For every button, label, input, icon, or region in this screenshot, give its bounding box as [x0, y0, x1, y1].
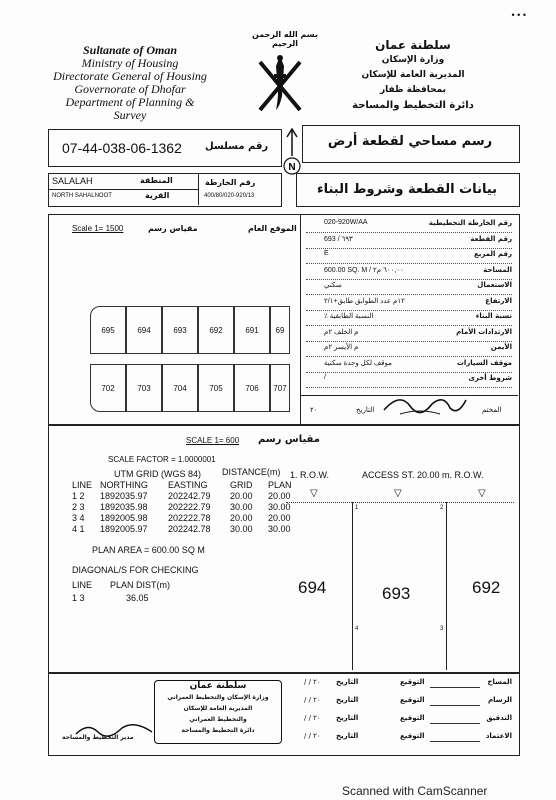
plot-706: 706	[234, 364, 270, 412]
general-location-label: الموقع العام	[248, 224, 297, 233]
region-en: SALALAH	[52, 176, 93, 186]
plot-695: 695	[90, 306, 126, 354]
signoff-date-label: التاريخ	[336, 732, 359, 740]
director-label: مدير التخطيط والمساحة	[62, 734, 134, 741]
detail-label: موقف السيارات	[456, 358, 512, 367]
detail-label: رقم القطعة	[470, 234, 512, 243]
frame-vdivider	[300, 214, 301, 424]
header-english	[50, 44, 210, 122]
detail-value: ٪ النسبة الطابقية	[324, 313, 374, 320]
road-edge	[286, 502, 514, 503]
detail-value: م الخلف ٢م	[324, 328, 359, 336]
survey-title: رسم مساحي لقطعة أرض	[327, 134, 493, 149]
serial-number: 07-44-038-06-1362	[62, 140, 182, 156]
access-arrow-2: ▽	[394, 488, 402, 499]
date-label: التاريخ	[356, 406, 375, 414]
plot-707: 707	[270, 364, 290, 412]
col-northing: NORTHING	[100, 480, 148, 490]
plot-702: 702	[90, 364, 126, 412]
location-divider	[48, 189, 198, 190]
detail-row	[306, 311, 512, 326]
signoff-row	[300, 730, 512, 746]
site-plan	[84, 300, 296, 418]
col-line: LINE	[72, 480, 93, 490]
signoff-date-label: التاريخ	[336, 678, 359, 686]
detail-row	[306, 249, 512, 264]
director-signature-icon	[74, 718, 154, 740]
signoff-date: ٢٠ / /	[304, 732, 321, 740]
detail-label: شروط أخرى	[468, 374, 512, 382]
signoff-date-label: التاريخ	[336, 714, 359, 722]
col-easting: EASTING	[168, 480, 208, 490]
detail-value: /	[324, 374, 326, 381]
detail-label: الارتفاع	[485, 296, 512, 305]
village-ar: القرية	[145, 191, 170, 200]
plot-690: 69	[270, 306, 290, 354]
detail-value: موقف لكل وحدة سكنية	[324, 359, 392, 367]
signoff-role: التدقيق	[486, 714, 512, 722]
detail-row	[306, 296, 512, 311]
map-label: رقم الخارطة	[205, 178, 256, 187]
detail-value: 693 / ٦٩٣	[324, 235, 353, 243]
access-street-label: ACCESS ST. 20.00 m. R.O.W.	[362, 470, 484, 480]
plan-plot-694: 694	[298, 578, 327, 597]
corner-mark-3: 3	[440, 626, 444, 632]
signoff-role: الرسام	[487, 696, 512, 704]
detail-value: سكني	[324, 282, 342, 289]
stamp-line-3: المديرية العامة للإسكان	[183, 705, 253, 712]
signoff-date: ٢٠ / /	[304, 714, 321, 722]
signoff-line	[430, 687, 480, 688]
signoff-date: ٢٠ / /	[304, 678, 321, 686]
signoff-row	[300, 712, 512, 728]
corner-mark-1: 1	[355, 505, 359, 511]
location-vdivider	[198, 173, 199, 205]
table-row: 3 4 1892005.98 202222.78 20.00 20.00	[72, 513, 291, 523]
table-row: 2 3 1892035.98 202222.79 30.00 30.00	[72, 502, 291, 512]
header-en-line-1: Sultanate of Oman	[82, 43, 178, 57]
plot-line-2	[446, 502, 447, 670]
detail-row	[306, 358, 512, 373]
emblem-calligraphy: بسم الله الرحمن الرحيم	[252, 30, 318, 48]
plot-692: 692	[198, 306, 234, 354]
detail-value: م الأيسر ٢م	[324, 344, 359, 351]
signoff-row	[300, 676, 512, 692]
signoff-sign-label: التوقيع	[400, 678, 425, 686]
data-title: بيانات القطعة وشروط البناء	[316, 182, 498, 197]
diag-col-line: LINE	[72, 580, 93, 590]
signature-icon	[380, 390, 470, 420]
table-row: 4 1 1892005.97 202242.78 30.00 30.00	[72, 524, 291, 534]
header-en-line-2: Ministry of Housing	[81, 56, 179, 70]
header-ar-line-2: وزارة الإسكان	[381, 55, 445, 65]
access-arrow-3: ▽	[478, 488, 486, 499]
corner-mark-4: 4	[355, 626, 359, 632]
plot-691: 691	[234, 306, 270, 354]
diag-dist: 36.05	[126, 593, 149, 603]
date-value: ٢٠	[310, 406, 318, 414]
plot-693: 693	[162, 306, 198, 354]
detail-label: رقم الخارطة التخطيطية	[428, 219, 512, 227]
corner-mark-2: 2	[440, 505, 444, 511]
header-ar-line-1: سلطنة عمان	[375, 38, 451, 52]
row-left-label: 1. R.O.W.	[290, 470, 330, 480]
camscanner-watermark: Scanned with CamScanner	[342, 784, 488, 798]
header-arabic	[318, 38, 508, 113]
scale-mid-ar: مقياس رسم	[258, 434, 320, 445]
stamp-line-5: دائرة التخطيط والمساحة	[181, 727, 255, 734]
detail-value: E	[324, 250, 329, 257]
header-en-line-5: Department of Planning & Survey	[65, 95, 195, 122]
plot-703: 703	[126, 364, 162, 412]
detail-label: الارتدادات الأمام	[456, 327, 512, 336]
table-row: 1 2 1892035.97 202242.79 20.00 20.00	[72, 491, 291, 501]
plot-line-1	[352, 502, 353, 670]
plot-704: 704	[162, 364, 198, 412]
oman-emblem-icon	[252, 52, 308, 118]
scale-top-en: Scale 1= 1500	[72, 224, 124, 233]
signoff-role: المساح	[487, 678, 512, 686]
detail-label: الاستعمال	[477, 281, 512, 289]
access-arrow-1: ▽	[310, 488, 318, 499]
col-plan: PLAN	[268, 480, 292, 490]
signoff-date: ٢٠ / /	[304, 696, 321, 704]
plan-area: PLAN AREA = 600.00 SQ M	[92, 545, 205, 555]
plot-705: 705	[198, 364, 234, 412]
diag-line: 1 3	[72, 593, 85, 603]
signoff-sign-label: التوقيع	[400, 714, 425, 722]
stamp-line-1: سلطنة عمان	[189, 681, 247, 691]
diagonal-label: DIAGONAL/S FOR CHECKING	[72, 565, 199, 575]
plan-plot-693: 693	[382, 584, 411, 603]
scale-top-ar: مقياس رسم	[148, 224, 198, 233]
detail-label: رقم المربع	[473, 250, 512, 258]
detail-row	[306, 218, 512, 233]
detail-row	[306, 327, 512, 342]
signoff-line	[430, 723, 480, 724]
corner-mark: • • •	[511, 10, 526, 20]
header-en-line-4: Governorate of Dhofar	[74, 82, 186, 96]
header-ar-line-5: دائرة التخطيط والمساحة	[352, 100, 474, 111]
stamp-line-2: وزارة الإسكان والتخطيط العمراني	[167, 694, 269, 701]
diag-col-dist: PLAN DIST(m)	[110, 580, 171, 590]
signoff-role: الاعتماد	[485, 732, 512, 740]
detail-label: نسبة البناء	[475, 312, 512, 320]
scale-factor: SCALE FACTOR = 1.0000001	[108, 455, 216, 464]
utm-grid: UTM GRID (WGS 84)	[114, 469, 201, 479]
north-label: N	[288, 162, 296, 173]
signoff-line	[430, 741, 480, 742]
distance-head: DISTANCE(m)	[222, 467, 281, 477]
detail-row	[306, 342, 512, 357]
header-en-line-3: Directorate General of Housing	[53, 69, 207, 83]
plot-694: 694	[126, 306, 162, 354]
region-ar: المنطقة	[140, 176, 173, 185]
coordinates-table	[72, 480, 296, 535]
scale-mid-en: SCALE 1= 600	[186, 436, 240, 445]
detail-label: الأيمن	[490, 343, 512, 351]
stamp-label: المختم	[482, 406, 502, 414]
col-grid: GRID	[230, 480, 253, 490]
detail-row	[306, 373, 512, 388]
detail-label: المساحة	[483, 265, 512, 274]
signoff-row	[300, 694, 512, 710]
detail-value: 600.00 SQ. M / ٦٠٠,٠٠ م٢	[324, 266, 404, 274]
detail-value: ١٢م عدد الطوابق طابق+٢/١	[324, 297, 405, 305]
official-stamp	[154, 680, 282, 744]
north-arrow-icon	[283, 128, 301, 176]
signoff-sign-label: التوقيع	[400, 732, 425, 740]
village-en: NORTH SAHALNOOT	[52, 193, 112, 199]
header-ar-line-3: المديرية العامة للإسكان	[361, 70, 465, 80]
map-number: 400/80/020-920/13	[204, 193, 255, 199]
detail-row	[306, 280, 512, 295]
signoff-date-label: التاريخ	[336, 696, 359, 704]
detail-row	[306, 234, 512, 249]
stamp-line-4: والتخطيط العمراني	[189, 716, 247, 723]
detail-value: 020-920W/AA	[324, 219, 368, 226]
signoff-line	[430, 705, 480, 706]
detail-row	[306, 265, 512, 280]
plan-plot-692: 692	[472, 578, 501, 597]
header-ar-line-4: بمحافظة ظفار	[379, 85, 447, 95]
signoff-sign-label: التوقيع	[400, 696, 425, 704]
serial-label: رقم مسلسل	[205, 141, 269, 152]
